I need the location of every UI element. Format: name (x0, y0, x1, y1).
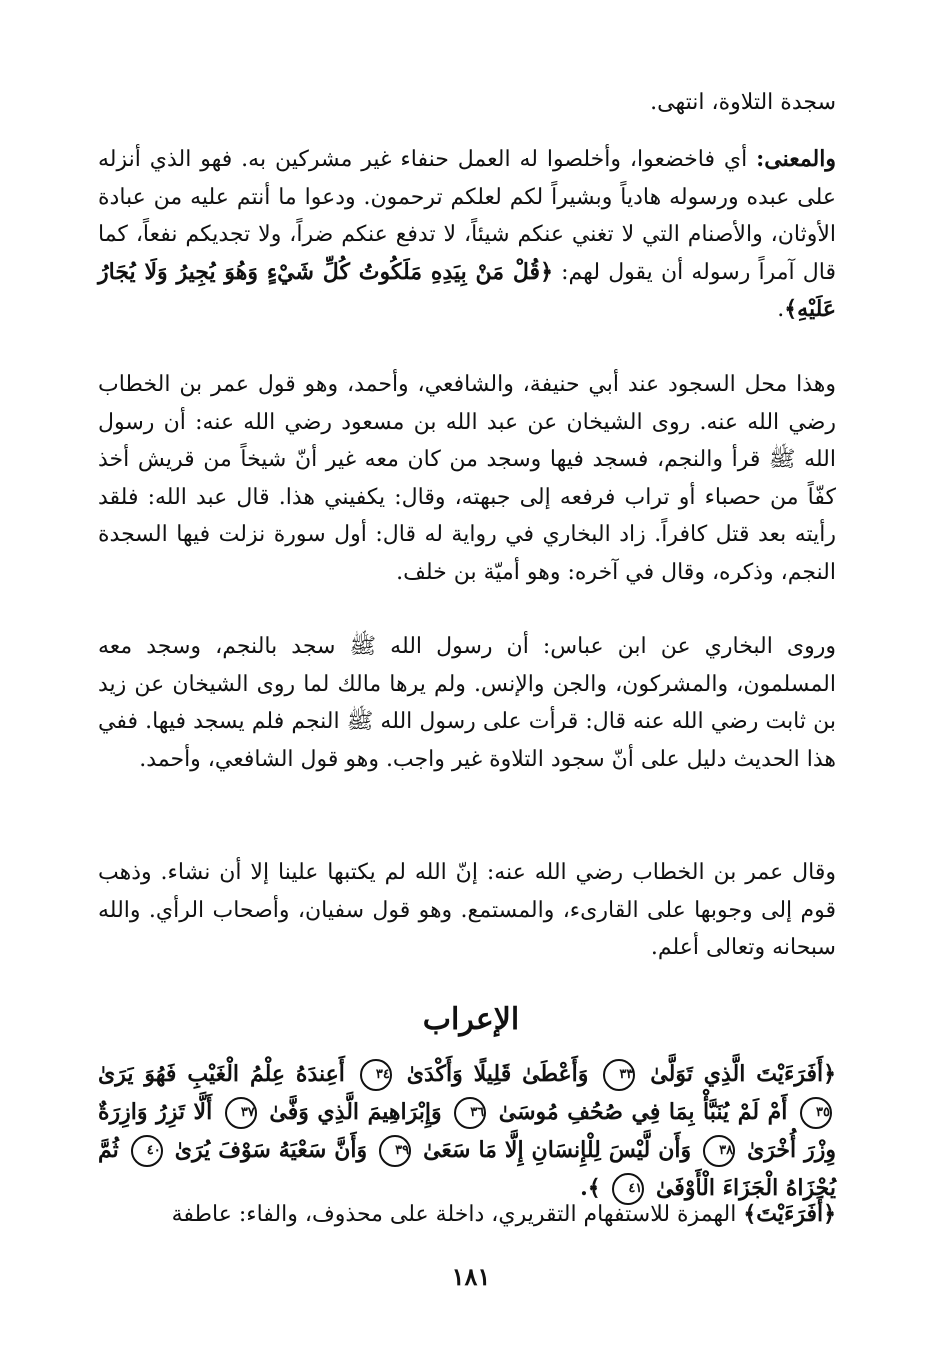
ayah-number-40: ٤٠ (131, 1135, 163, 1167)
paragraph-2-text: وهذا محل السجود عند أبي حنيفة، والشافعي، وأحمد، وهو قول عمر بن الخطاب رضي الله عنه. روى الشيخان عن عبد الله بن مسعود رضي الله عنه: أن رسول الله ﷺ قرأ والنجم، فسجد فيها وسجد من كان معه غير أنّ شيخاً من قريش أخذ كفّاً من حصباء أو تراب فرفعه إلى جبهته، وقال: يكفيني هذا. قال عبد الله: فلقد رأيته بعد قتل كافراً. زاد البخاري في رواية له قال: أول سورة نزلت فيها السجدة النجم، وذكره، وقال في آخره: وهو أميّة بن خلف. (98, 372, 836, 585)
meaning-text-a: أي فاخضعوا، وأخلصوا له العمل حنفاء غير مشركين به. فهو الذي أنزله على عبده ورسوله هادياً وبشيراً لكم لعلكم ترحمون. ودعوا ما أنتم عليه من عبادة الأوثان، والأصنام التي لا تغني عنكم شيئاً، لا تدفع عنكم ضراً، ولا تجديكم نفعاً، كما قال آمراً رسوله أن يقول لهم: (98, 147, 836, 285)
paragraph-sujud-location (98, 366, 836, 591)
paragraph-4-text: وقال عمر بن الخطاب رضي الله عنه: إنّ الله لم يكتبها علينا إلا أن نشاء. وذهب قوم إلى وجوبها على القارىء، والمستمع. وهو قول سفيان، وأصحاب الرأي. والله سبحانه وتعالى أعلم. (98, 860, 836, 960)
irab-text: الهمزة للاستفهام التقريري، داخلة على محذوف، والفاء: عاطفة (171, 1202, 744, 1227)
meaning-label: والمعنى: (756, 146, 836, 172)
paragraph-meaning-text (98, 141, 836, 329)
paragraph-3-text: وروى البخاري عن ابن عباس: أن رسول الله ﷺ سجد بالنجم، وسجد معه المسلمون، والمشركون، والجن والإنس. ولم يرها مالك لما روى الشيخان عن زيد بن ثابت رضي الله عنه قال: قرأت على رسول الله ﷺ النجم فلم يسجد فيها. ففي هذا الحديث دليل على أنّ سجود التلاوة غير واجب. وهو قول الشافعي، وأحمد. (98, 634, 836, 772)
quran-quote: ﴿قُلْ مَنْ بِيَدِهِ مَلَكُوتُ كُلِّ شَيْءٍ وَهُوَ يُجِيرُ وَلَا يُجَارُ عَلَيْهِ﴾ (98, 258, 836, 322)
quran-verses-block (98, 1055, 836, 1207)
ayah-number-41: ٤١ (612, 1173, 644, 1205)
ayah-number-37: ٣٧ (225, 1097, 257, 1129)
ayah-37: وَإِبْرَاهِيمَ الَّذِي وَفَّىٰ (269, 1099, 442, 1125)
section-heading-irab: الإعراب (422, 1002, 520, 1037)
irab-paragraph (98, 1196, 836, 1234)
meaning-text-b: . (777, 297, 785, 322)
top-line (98, 84, 836, 122)
ayah-number-34: ٣٤ (360, 1059, 392, 1091)
quote-close: ﴾. (580, 1175, 601, 1201)
ayah-number-33: ٣٣ (603, 1059, 635, 1091)
irab-quote: ﴿أَفَرَءَيْتَ﴾ (743, 1201, 836, 1227)
paragraph-bukhari (98, 628, 836, 778)
ayah-35: أَعِندَهُ عِلْمُ الْغَيْبِ فَهُوَ يَرَىٰ (98, 1061, 345, 1087)
paragraph-meaning (98, 141, 836, 329)
ayah-number-35: ٣٥ (800, 1097, 832, 1129)
ayah-39: وَأَن لَّيْسَ لِلْإِنسَانِ إِلَّا مَا سَعَىٰ (423, 1137, 692, 1163)
ayah-34: وَأَعْطَىٰ قَلِيلًا وَأَكْدَىٰ (406, 1061, 589, 1087)
ayah-number-38: ٣٨ (703, 1135, 735, 1167)
ayah-36: أَمْ لَمْ يُنَبَّأْ بِمَا فِي صُحُفِ مُوسَىٰ (498, 1099, 788, 1125)
ayah-number-36: ٣٦ (454, 1097, 486, 1129)
ayah-41: ثُمَّ يُجْزَاهُ الْجَزَاءَ الْأَوْفَىٰ (98, 1137, 836, 1201)
ayah-33: ﴿أَفَرَءَيْتَ الَّذِي تَوَلَّىٰ (650, 1061, 836, 1087)
ayah-40: وَأَنَّ سَعْيَهُ سَوْفَ يُرَىٰ (174, 1137, 368, 1163)
top-line-text: سجدة التلاوة، انتهى. (650, 90, 836, 115)
ayah-number-39: ٣٩ (379, 1135, 411, 1167)
page-number: ١٨١ (451, 1262, 491, 1291)
ayah-38: أَلَّا تَزِرُ وَازِرَةٌ وِزْرَ أُخْرَىٰ (98, 1099, 836, 1163)
paragraph-umar (98, 854, 836, 967)
